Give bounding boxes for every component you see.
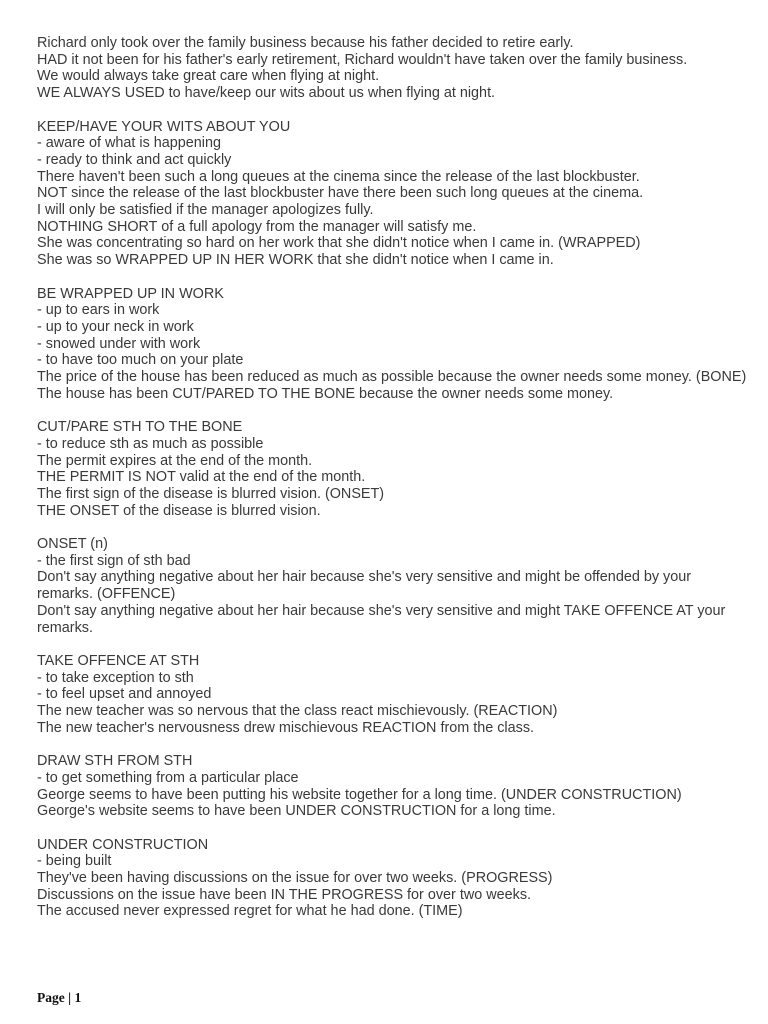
text-line: - the first sign of sth bad [37,552,191,569]
document-body [37,35,749,920]
text-line: The first sign of the disease is blurred vision. (ONSET) [37,485,385,502]
text-line: - being built [37,853,112,870]
text-line: The permit expires at the end of the month. [37,452,313,469]
text-line: BE WRAPPED UP IN WORK [37,285,224,302]
text-line: - to feel upset and annoyed [37,686,212,703]
text-line: I will only be satisfied if the manager apologizes fully. [37,202,374,219]
text-line: UNDER CONSTRUCTION [37,836,209,853]
text-line: THE ONSET of the disease is blurred vision. [37,502,321,519]
text-line: The new teacher's nervousness drew mischievous REACTION from the class. [37,719,535,736]
text-line: Don't say anything negative about her hair because she's very sensitive and might be offended by your remarks. (OFFENCE) [37,569,692,603]
text-line: George's website seems to have been UNDER CONSTRUCTION for a long time. [37,803,556,820]
text-line: George seems to have been putting his website together for a long time. (UNDER CONSTRUCTION) [37,786,682,803]
text-line: - up to ears in work [37,302,160,319]
blank-line [37,820,749,837]
text-line: DRAW STH FROM STH [37,753,193,770]
text-line: KEEP/HAVE YOUR WITS ABOUT YOU [37,118,291,135]
text-line: TAKE OFFENCE AT STH [37,652,200,669]
text-line: WE ALWAYS USED to have/keep our wits about us when flying at night. [37,85,496,102]
text-line: - up to your neck in work [37,318,194,335]
text-line: The price of the house has been reduced as much as possible because the owner needs some money. (BONE) [37,369,747,386]
text-line: She was concentrating so hard on her work that she didn't notice when I came in. (WRAPPED) [37,235,641,252]
text-line: The new teacher was so nervous that the class react mischievously. (REACTION) [37,703,558,720]
text-line: There haven't been such a long queues at the cinema since the release of the last blockbuster. [37,168,640,185]
text-line: Richard only took over the family business because his father decided to retire early. [37,35,574,51]
blank-line [37,519,749,536]
text-line: NOTHING SHORT of a full apology from the manager will satisfy me. [37,218,477,235]
blank-line [37,269,749,286]
text-line: - to have too much on your plate [37,352,244,369]
text-line: They've been having discussions on the issue for over two weeks. (PROGRESS) [37,870,553,887]
text-line: Don't say anything negative about her hair because she's very sensitive and might TAKE OFFENCE AT your remarks. [37,602,726,636]
blank-line [37,736,749,753]
text-line: Discussions on the issue have been IN THE PROGRESS for over two weeks. [37,886,532,903]
text-line: ONSET (n) [37,536,108,553]
text-line: NOT since the release of the last blockbuster have there been such long queues at the cinema. [37,185,644,202]
text-line: - aware of what is happening [37,135,221,152]
text-line: HAD it not been for his father's early retirement, Richard wouldn't have taken over the family business. [37,51,688,68]
text-line: CUT/PARE STH TO THE BONE [37,419,243,436]
text-line: THE PERMIT IS NOT valid at the end of the month. [37,469,366,486]
text-line: The accused never expressed regret for what he had done. (TIME) [37,903,463,920]
text-line: - to reduce sth as much as possible [37,435,264,452]
text-line: The house has been CUT/PARED TO THE BONE because the owner needs some money. [37,385,614,402]
text-line: - to take exception to sth [37,669,194,686]
text-line: - to get something from a particular place [37,769,299,786]
text-line: - ready to think and act quickly [37,151,232,168]
blank-line [37,402,749,419]
blank-line [37,636,749,653]
blank-line [37,102,749,119]
page-footer: Page | 1 [37,990,82,1005]
text-line: She was so WRAPPED UP IN HER WORK that she didn't notice when I came in. [37,252,554,269]
text-line: - snowed under with work [37,335,201,352]
text-line: We would always take great care when flying at night. [37,68,380,85]
